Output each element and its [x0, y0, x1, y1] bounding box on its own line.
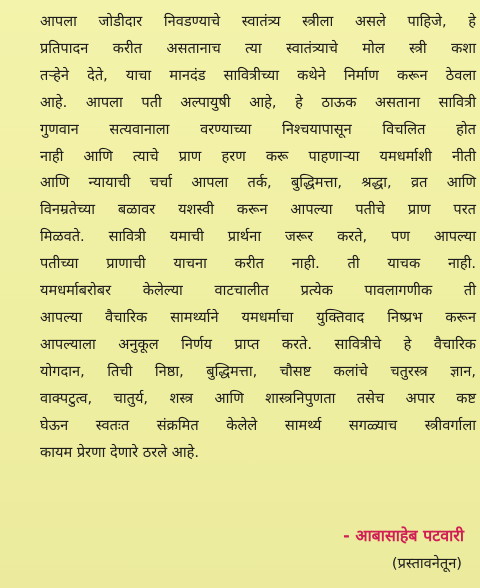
source-note: (प्रस्तावनेतून): [391, 555, 462, 572]
paragraph-line: तऱ्हेने देते, याचा मानदंड सावित्रीच्या कथेने निर्माण करून ठेवला: [40, 66, 476, 84]
paragraph-line: आहे. आपला पती अल्पायुषी आहे, हे ठाऊक असताना सावित्री: [40, 93, 476, 111]
paragraph-line: यमधर्माबरोबर केलेल्या वाटचालीत प्रत्येक पावलागणीक ती: [40, 282, 476, 300]
paragraph-line: वाक्पटुत्व, चातुर्य, शस्त्र आणि शास्त्रनिपुणता तसेच अपार कष्ट: [40, 389, 476, 407]
paragraph-line: प्रतिपादन करीत असतानाच त्या स्वातंत्र्याचे मोल स्त्री कशा: [40, 39, 476, 57]
body-paragraph: [40, 9, 476, 466]
paragraph-line: आपल्याला अनुकूल निर्णय प्राप्त करते. सावित्रीचे हे वैचारिक: [40, 335, 476, 353]
paragraph-line: पतीच्या प्राणाची याचना करीत नाही. ती याचक नाही.: [40, 255, 476, 273]
paragraph-line: कायम प्रेरणा देणारे ठरले आहे.: [40, 443, 200, 461]
paragraph-line: योगदान, तिची निष्ठा, बुद्धिमत्ता, चौसष्ट कलांचे चतुरस्त्र ज्ञान,: [40, 362, 476, 380]
paragraph-line: आपल्या वैचारिक सामर्थ्याने यमधर्माचा युक्तिवाद निष्प्रभ करून: [40, 308, 476, 326]
paragraph-line: मिळवते. सावित्री यमाची प्रार्थना जरूर करते, पण आपल्या: [40, 228, 476, 246]
paragraph-line: आणि न्यायाची चर्चा आपला तर्क, बुद्धिमत्ता, श्रद्धा, व्रत आणि: [40, 174, 476, 192]
paragraph-line: नाही आणि त्याचे प्राण हरण करू पाहणाऱ्या यमधर्माशी नीती: [40, 147, 476, 165]
paragraph-line: आपला जोडीदार निवडण्याचे स्वातंत्र्य स्त्रीला असले पाहिजे, हे: [40, 13, 476, 30]
paragraph-line: घेऊन स्वतःत संक्रमित केलेले सामर्थ्य सगळ्याच स्त्रीवर्गाला: [40, 416, 476, 434]
paragraph-line: विनम्रतेच्या बळावर यशस्वी करून आपल्या पतीचे प्राण परत: [40, 201, 476, 219]
author-attribution: - आबासाहेब पटवारी: [343, 526, 464, 545]
paragraph-line: गुणवान सत्यवानाला वरण्याच्या निश्चयापासून विचलित होत: [40, 120, 476, 138]
